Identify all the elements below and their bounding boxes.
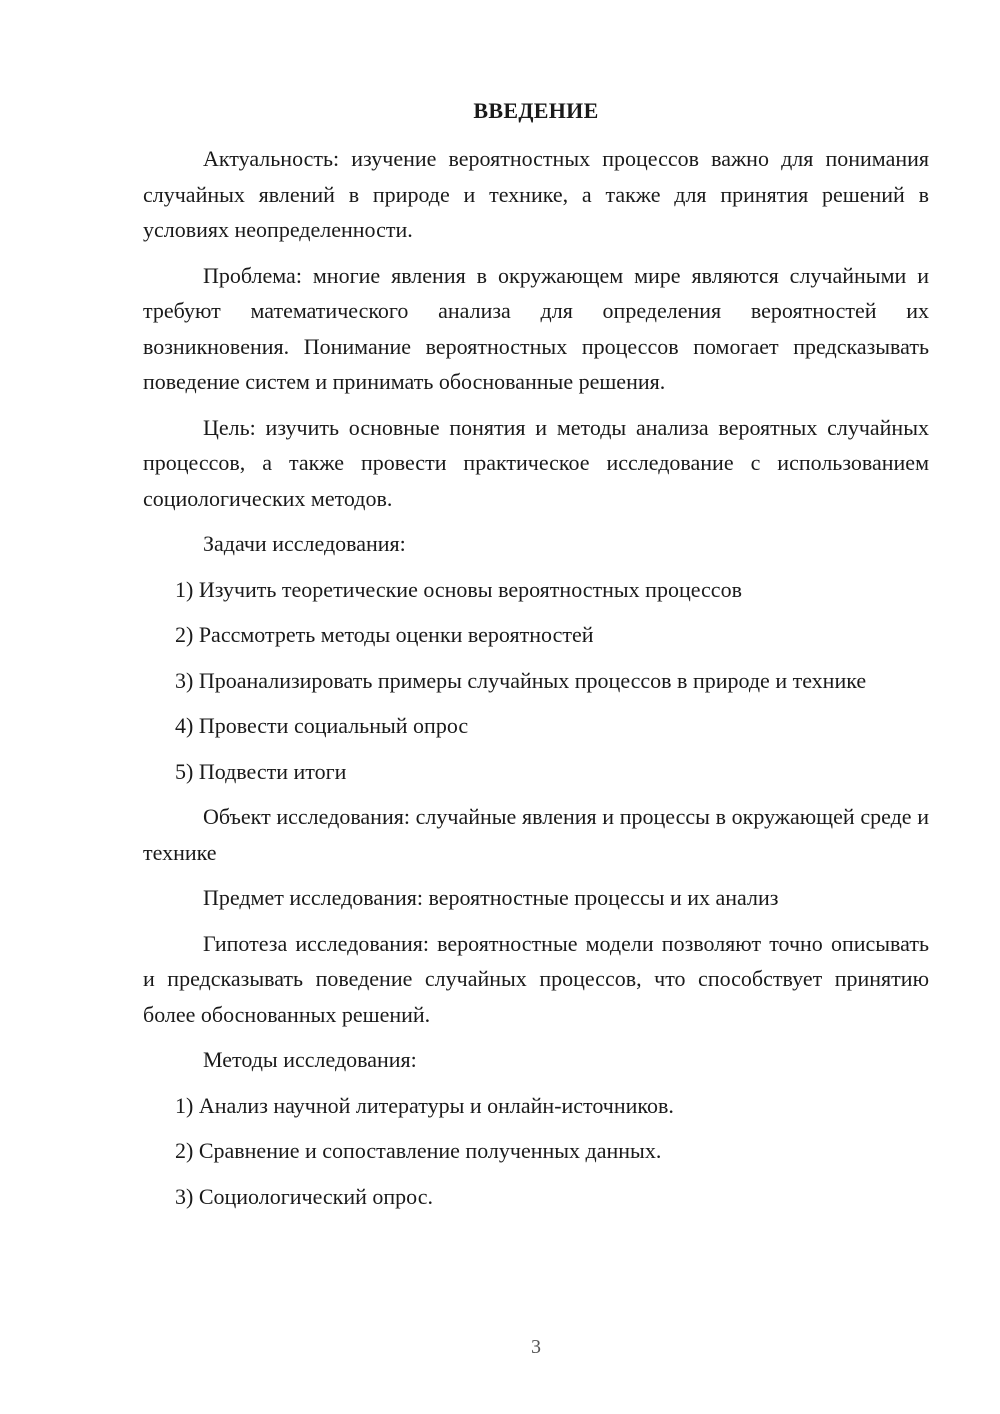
- task-item: 5) Подвести итоги: [175, 758, 347, 784]
- task-item: 4) Провести социальный опрос: [175, 713, 469, 738]
- method-item: 3) Социологический опрос.: [175, 1183, 433, 1209]
- paragraph-relevance: Актуальность: изучение вероятностных процессов важно для понимания случайных явлений в природе и технике, а также для принятия решений в условиях неопределенности.: [143, 146, 929, 242]
- paragraph-object: Объект исследования: случайные явления и процессы в окружающей среде и технике: [143, 804, 929, 865]
- paragraph-subject: Предмет исследования: вероятностные процессы и их анализ: [203, 885, 779, 910]
- methods-heading: Методы исследования:: [203, 1047, 417, 1072]
- task-item: 3) Проанализировать примеры случайных процессов в природе и технике: [175, 667, 867, 693]
- method-item: 2) Сравнение и сопоставление полученных данных.: [175, 1138, 662, 1163]
- paragraph-problem: Проблема: многие явления в окружающем мире являются случайными и требуют математического анализа для определения вероятностей их возникновения. Понимание вероятностных процессов помогает предсказывать поведение систем и принимать обоснованные решения.: [143, 262, 929, 394]
- page-number: 3: [531, 1336, 541, 1358]
- task-item: 1) Изучить теоретические основы вероятностных процессов: [175, 576, 742, 602]
- paragraph-hypothesis: Гипотеза исследования: вероятностные модели позволяют точно описывать и предсказывать поведение случайных процессов, что способствует принятию более обоснованных решений.: [143, 930, 929, 1027]
- paragraph-goal: Цель: изучить основные понятия и методы анализа вероятных случайных процессов, а также провести практическое исследование с использованием социологических методов.: [143, 414, 929, 511]
- task-item: 2) Рассмотреть методы оценки вероятностей: [175, 622, 594, 647]
- document-body: [143, 141, 929, 1224]
- method-item: 1) Анализ научной литературы и онлайн-источников.: [175, 1092, 674, 1118]
- page-title: ВВЕДЕНИЕ: [473, 98, 599, 123]
- tasks-heading: Задачи исследования:: [203, 531, 406, 556]
